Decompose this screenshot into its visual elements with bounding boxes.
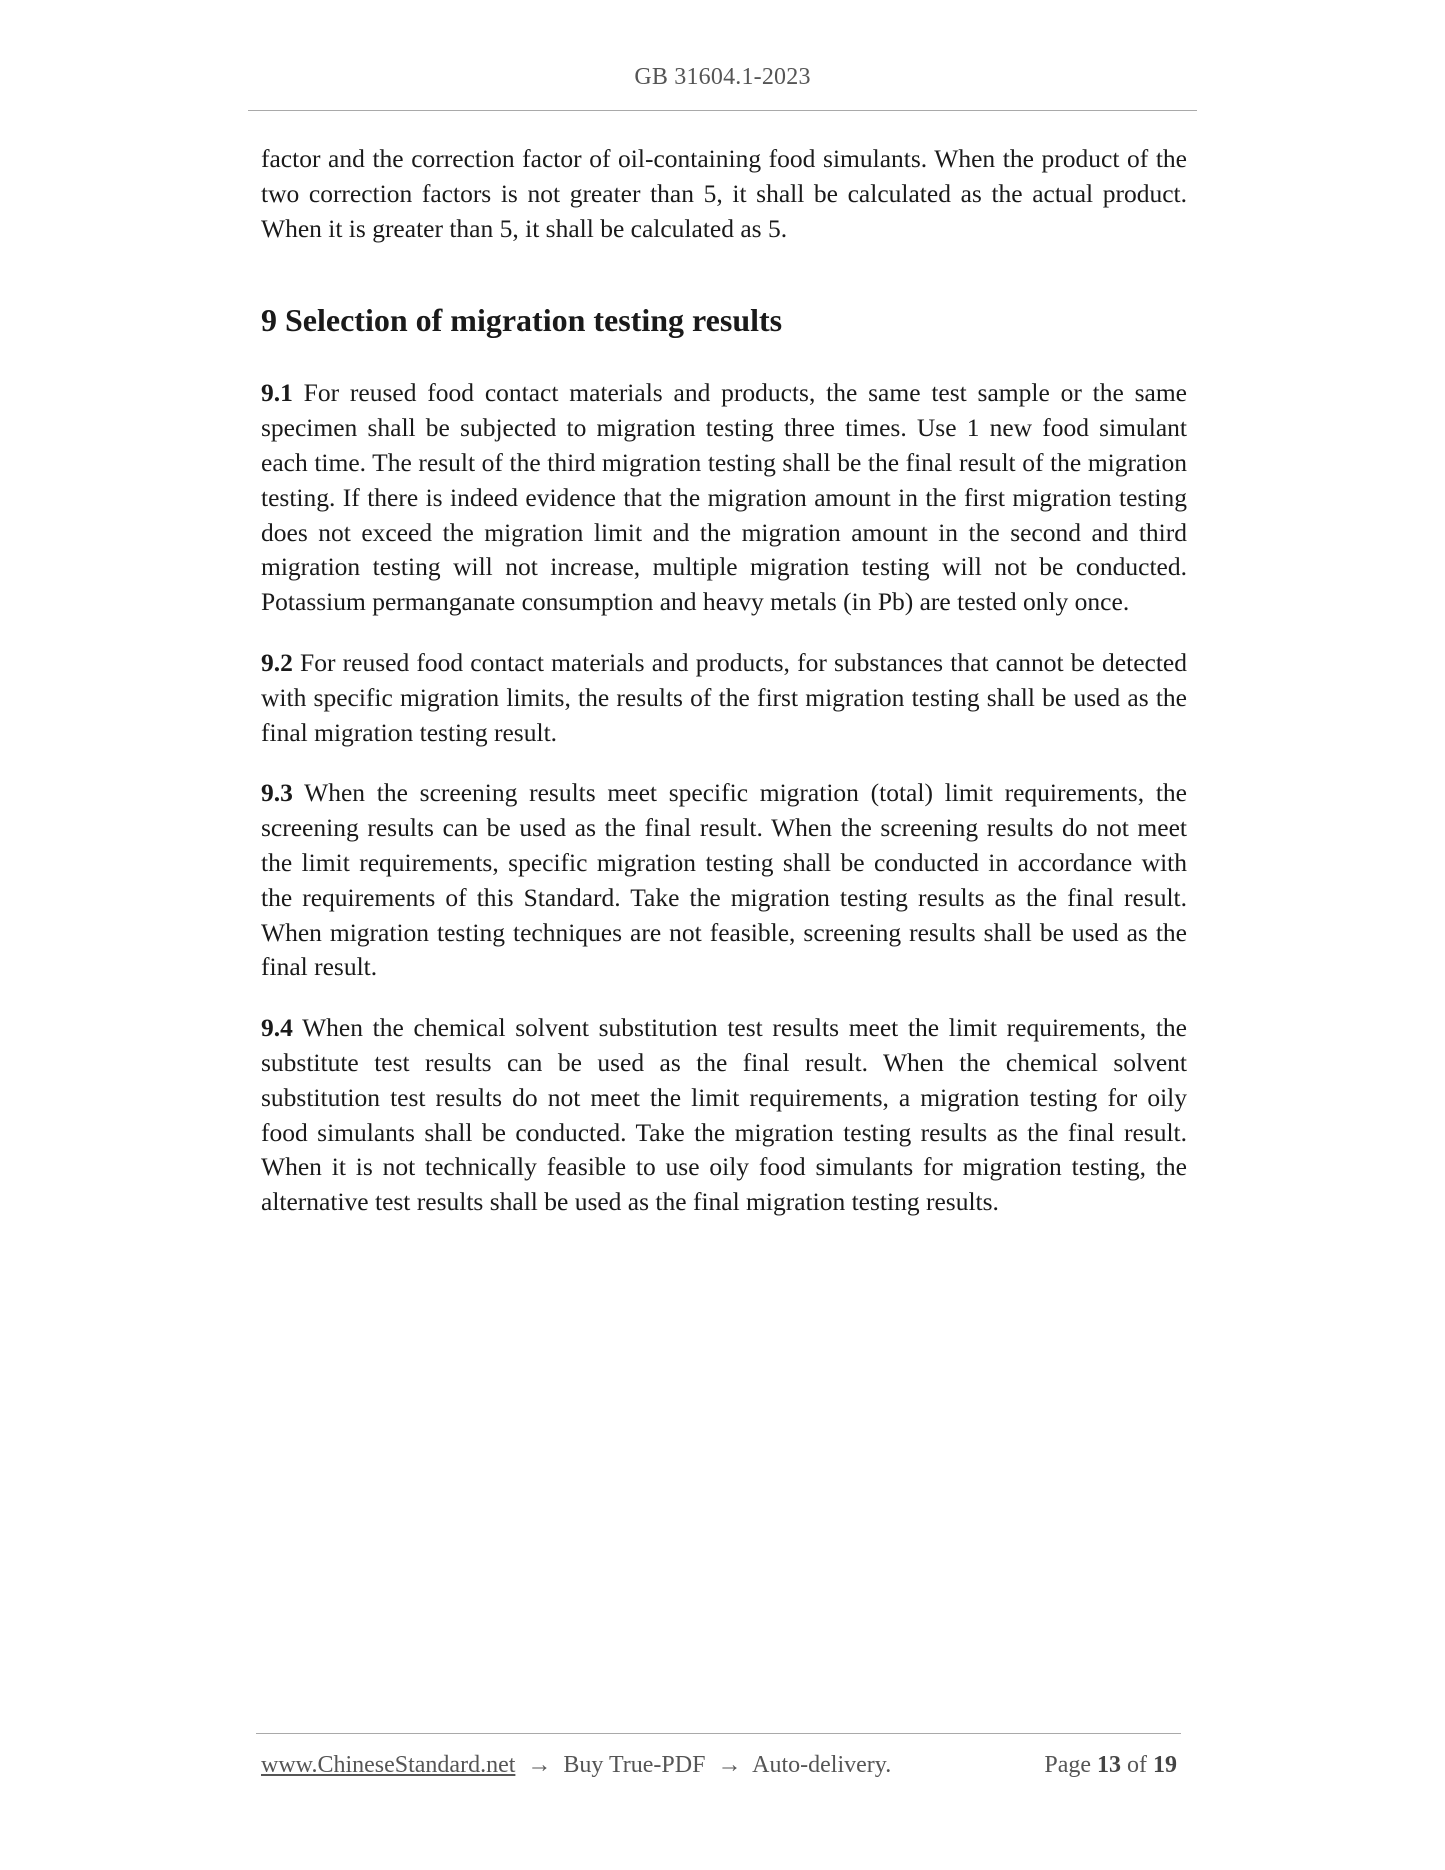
clause-number: 9.4 — [261, 1013, 293, 1043]
clause-number: 9.1 — [261, 378, 293, 408]
clause-text: When the screening results meet specific migration (total) limit requirements, the screening results can be used as the final result. When the screening results do not meet the limit requirements, specific migration testing shall be conducted in accordance with the requirements of this Standard. Take the migration testing results as the final result. When migration testing techniques are not feasible, screening results shall be used as the final result. — [261, 778, 1187, 982]
site-link[interactable]: www.ChineseStandard.net — [261, 1752, 516, 1778]
clause-text: When the chemical solvent substitution test results meet the limit requirements, the substitute test results can be used as the final result. When the chemical solvent substitution test results do not meet the limit requirements, a migration testing for oily food simulants shall be conducted. Take the migration testing results as the final result. When it is not technically feasible to use oily food simulants for migration testing, the alternative test results shall be used as the final migration testing results. — [261, 1013, 1187, 1217]
page-indicator — [1044, 1752, 1177, 1779]
delivery-text: Auto-delivery. — [752, 1752, 892, 1778]
section-heading: 9 Selection of migration testing results — [261, 302, 783, 339]
clause-9-3 — [261, 776, 1187, 985]
clause-9-4 — [261, 1011, 1187, 1220]
header-divider — [248, 110, 1197, 111]
clause-text: For reused food contact materials and products, the same test sample or the same specimen shall be subjected to migration testing three times. Use 1 new food simulant each time. The result of the third migration testing shall be the final result of the migration testing. If there is indeed evidence that the migration amount in the first migration testing does not exceed the migration limit and the migration amount in the second and third migration testing will not increase, multiple migration testing will not be conducted. Potassium permanganate consumption and heavy metals (in Pb) are tested only once. — [261, 378, 1187, 617]
footer-divider — [256, 1733, 1181, 1734]
clause-9-1 — [261, 376, 1187, 620]
footer-promo — [261, 1752, 891, 1779]
page-total: 19 — [1153, 1752, 1177, 1778]
page-label: Page — [1044, 1752, 1091, 1778]
page-body — [261, 142, 1187, 1220]
clause-number: 9.2 — [261, 647, 293, 677]
document-code: GB 31604.1-2023 — [634, 64, 811, 90]
arrow-right-icon: → — [527, 1752, 552, 1778]
buy-text: Buy True-PDF — [563, 1752, 706, 1778]
clause-number: 9.3 — [261, 778, 293, 808]
clause-text: For reused food contact materials and products, for substances that cannot be detected with specific migration limits, the results of the first migration testing shall be used as the final migration testing result. — [261, 647, 1187, 747]
clause-9-2 — [261, 646, 1187, 750]
page-of-label: of — [1127, 1752, 1147, 1778]
intro-paragraph: factor and the correction factor of oil-containing food simulants. When the product of the two correction factors is not greater than 5, it shall be calculated as the actual product. When it is greater than 5, it shall be calculated as 5. — [261, 144, 1187, 243]
arrow-right-icon: → — [717, 1752, 742, 1778]
page-current: 13 — [1097, 1752, 1121, 1778]
